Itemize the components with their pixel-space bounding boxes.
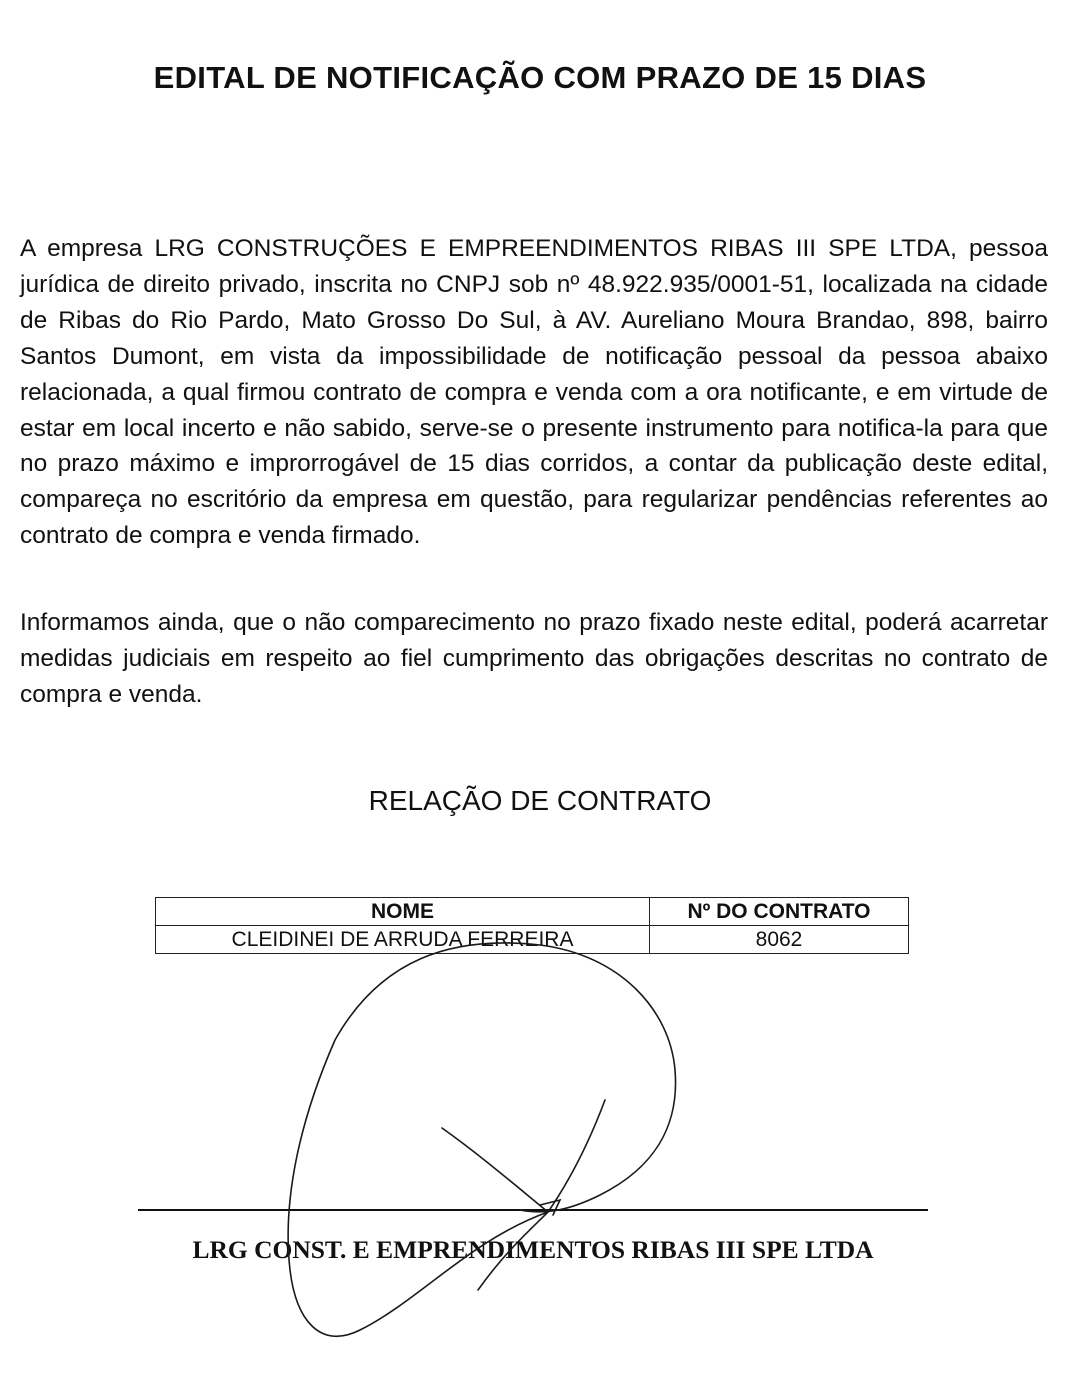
contracts-table xyxy=(155,897,909,954)
warning-paragraph: Informamos ainda, que o não comparecimento no prazo fixado neste edital, poderá acarretar medidas judiciais em respeito ao fiel cumprimento das obrigações descritas no contrato de compra e venda. xyxy=(20,609,1048,708)
header-contract-number: Nº DO CONTRATO xyxy=(650,898,909,926)
notification-paragraph: A empresa LRG CONSTRUÇÕES E EMPREENDIMENTOS RIBAS III SPE LTDA, pessoa jurídica de direito privado, inscrita no CNPJ sob nº 48.922.935/0001-51, localizada na cidade de Ribas do Rio Pardo, Mato Grosso Do Sul, à AV. Aureliano Moura Brandao, 898, bairro Santos Dumont, em vista da impossibilidade de notificação pessoal da pessoa abaixo relacionada, a qual firmou contrato de compra e venda com a ora notificante, e em virtude de estar em local incerto e não sabido, serve-se o presente instrumento para notifica-la para que no prazo máximo e improrrogável de 15 dias corridos, a contar da publicação deste edital, compareça no escritório da empresa em questão, para regularizar pendências referentes ao contrato de compra e venda firmado. xyxy=(20,235,1048,550)
table-row xyxy=(156,926,909,954)
table-header-row xyxy=(156,898,909,926)
signatory-company: LRG CONST. E EMPRENDIMENTOS RIBAS III SPE LTDA xyxy=(192,1235,874,1264)
header-name: NOME xyxy=(156,898,650,926)
cell-contract-number: 8062 xyxy=(650,926,909,954)
signature-line xyxy=(138,1209,928,1211)
contract-list-title: RELAÇÃO DE CONTRATO xyxy=(368,785,712,816)
cell-name: CLEIDINEI DE ARRUDA FERREIRA xyxy=(156,926,650,954)
document-title: EDITAL DE NOTIFICAÇÃO COM PRAZO DE 15 DIAS xyxy=(153,60,927,95)
